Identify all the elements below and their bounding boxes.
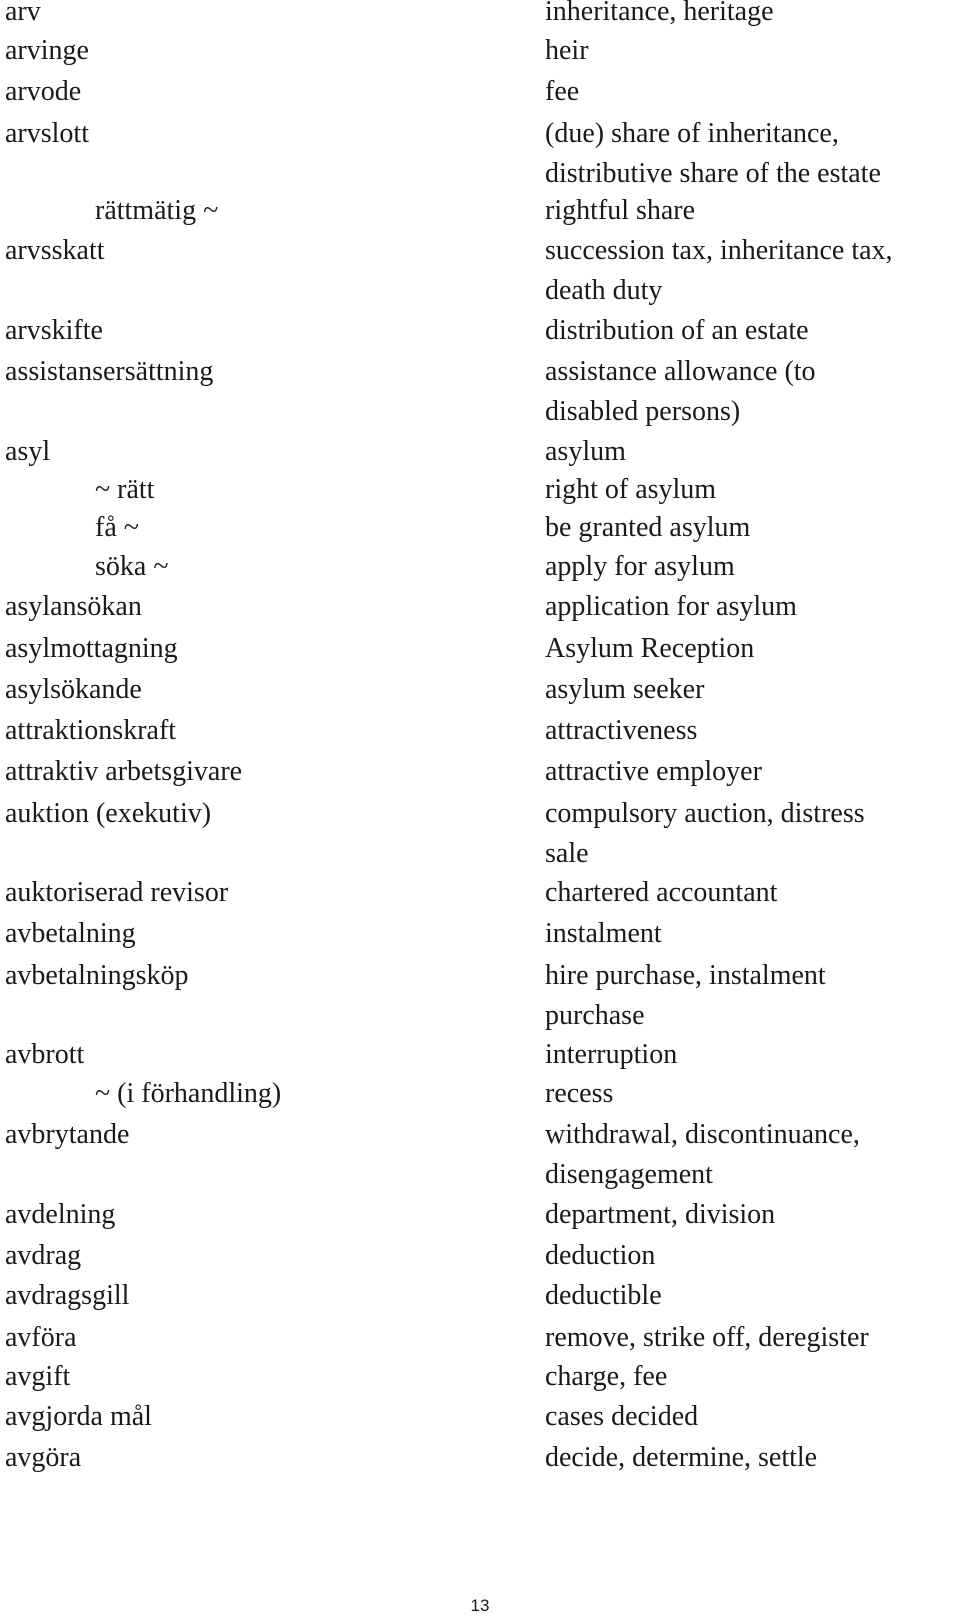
english-translation: decide, determine, settle — [545, 1442, 818, 1473]
english-translation: cases decided — [545, 1401, 699, 1432]
english-translation: instalment — [545, 918, 662, 949]
translation-line-continued: distributive share of the estate — [545, 158, 881, 189]
swedish-term: arvskifte — [5, 315, 103, 346]
swedish-term: auktion (exekutiv) — [5, 798, 212, 829]
swedish-term: arv — [5, 0, 41, 27]
english-translation: fee — [545, 76, 580, 107]
english-translation: Asylum Reception — [545, 633, 755, 664]
page-number: 13 — [470, 1596, 490, 1615]
swedish-term: attraktiv arbetsgivare — [5, 756, 243, 787]
swedish-term: auktoriserad revisor — [5, 877, 229, 908]
english-translation — [545, 794, 960, 874]
swedish-term: asylmottagning — [5, 633, 178, 664]
swedish-term: ~ rätt — [95, 474, 155, 505]
english-translation: apply for asylum — [545, 551, 735, 582]
swedish-term: asylansökan — [5, 591, 142, 622]
swedish-term: avbetalning — [5, 918, 136, 949]
swedish-term: attraktionskraft — [5, 715, 177, 746]
swedish-term: avbetalningsköp — [5, 960, 189, 991]
swedish-term: arvslott — [5, 118, 89, 149]
english-translation: department, division — [545, 1199, 776, 1230]
english-translation: heir — [545, 35, 589, 66]
swedish-term: avbrott — [5, 1039, 85, 1070]
english-translation: asylum seeker — [545, 674, 705, 705]
english-translation: application for asylum — [545, 591, 797, 622]
swedish-term: avdelning — [5, 1199, 116, 1230]
swedish-term: få ~ — [95, 512, 139, 543]
swedish-term: ~ (i förhandling) — [95, 1078, 282, 1109]
english-translation: attractive employer — [545, 756, 762, 787]
english-translation — [545, 956, 960, 1036]
english-translation: remove, strike off, deregister — [545, 1322, 869, 1353]
swedish-term: söka ~ — [95, 551, 169, 582]
swedish-term: avdragsgill — [5, 1280, 130, 1311]
swedish-term: avgjorda mål — [5, 1401, 152, 1432]
swedish-term: avföra — [5, 1322, 77, 1353]
translation-line: compulsory auction, distress — [545, 798, 865, 829]
english-translation — [545, 231, 960, 311]
translation-line: hire purchase, instalment — [545, 960, 826, 991]
english-translation: charge, fee — [545, 1361, 668, 1392]
english-translation: distribution of an estate — [545, 315, 809, 346]
english-translation: rightful share — [545, 195, 696, 226]
english-translation — [545, 1115, 960, 1195]
swedish-term: avgift — [5, 1361, 71, 1392]
swedish-term: arvsskatt — [5, 235, 105, 266]
swedish-term: rättmätig ~ — [95, 195, 219, 226]
swedish-term: asyl — [5, 436, 51, 467]
english-translation: inheritance, heritage — [545, 0, 774, 27]
swedish-term: asylsökande — [5, 674, 142, 705]
swedish-term: arvinge — [5, 35, 89, 66]
english-translation: interruption — [545, 1039, 678, 1070]
translation-line-continued: disabled persons) — [545, 396, 741, 427]
english-translation: right of asylum — [545, 474, 717, 505]
swedish-term: assistansersättning — [5, 356, 214, 387]
swedish-term: arvode — [5, 76, 82, 107]
swedish-term: avbrytande — [5, 1119, 130, 1150]
swedish-term: avgöra — [5, 1442, 82, 1473]
swedish-term: avdrag — [5, 1240, 82, 1271]
translation-line-continued: purchase — [545, 1000, 645, 1031]
english-translation: be granted asylum — [545, 512, 751, 543]
english-translation — [545, 352, 960, 432]
translation-line-continued: death duty — [545, 275, 663, 306]
translation-line: succession tax, inheritance tax, — [545, 235, 893, 266]
english-translation — [545, 114, 960, 194]
translation-line-continued: sale — [545, 838, 589, 869]
english-translation: asylum — [545, 436, 626, 467]
translation-line-continued: disengagement — [545, 1159, 713, 1190]
translation-line: withdrawal, discontinuance, — [545, 1119, 860, 1150]
english-translation: chartered accountant — [545, 877, 778, 908]
translation-line: (due) share of inheritance, — [545, 118, 839, 149]
english-translation: attractiveness — [545, 715, 698, 746]
translation-line: assistance allowance (to — [545, 356, 816, 387]
english-translation: deduction — [545, 1240, 656, 1271]
english-translation: deductible — [545, 1280, 662, 1311]
english-translation: recess — [545, 1078, 614, 1109]
